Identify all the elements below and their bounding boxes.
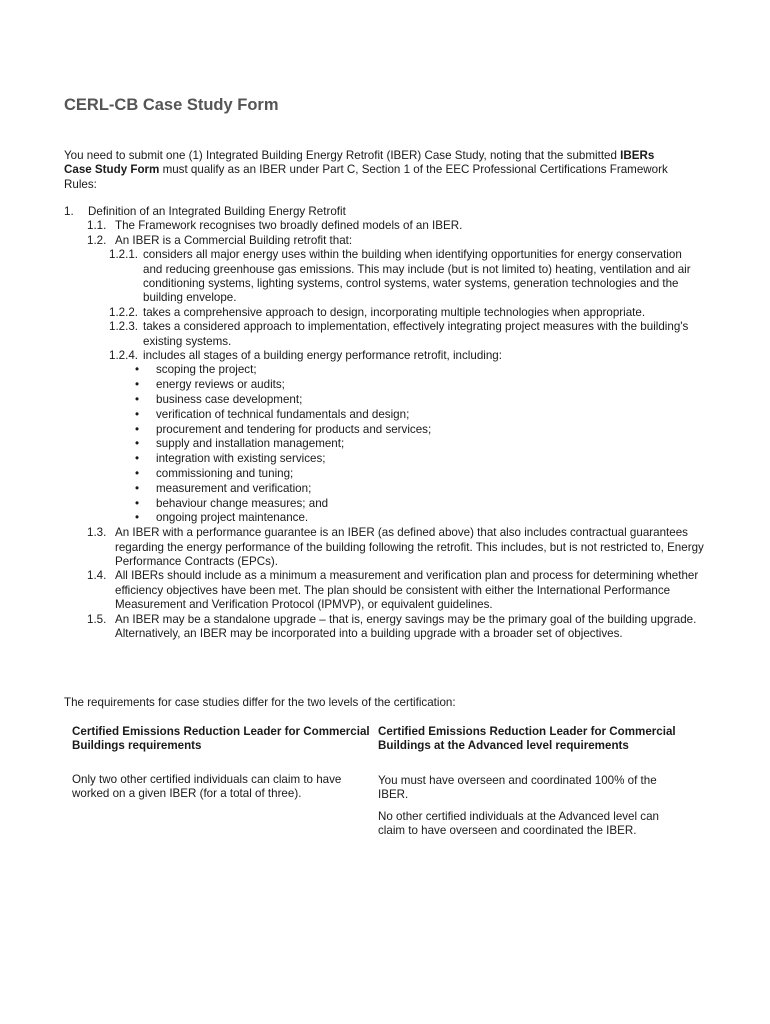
bullet-item [64,408,704,423]
bullet-text: energy reviews or audits; [156,378,285,392]
intro-text-2: must qualify as an IBER under Part C, Section 1 of the EEC Professional Certifications Framework Rules: [64,163,668,191]
intro-text-1: You need to submit one (1) Integrated Building Energy Retrofit (IBER) Case Study, noting that the submitted [64,149,621,162]
item-text: An IBER is a Commercial Building retrofit that: [115,233,353,247]
basic-level-requirement: Only two other certified individuals can claim to have worked on a given IBER (for a total of three). [72,773,342,801]
bullet-icon: • [135,511,140,525]
advanced-level-requirement-2: No other certified individuals at the Advanced level can claim to have overseen and coordinated the IBER. [378,810,659,838]
item-number: 1.1. [87,219,107,233]
section-number: 1. [64,205,74,218]
item-number: 1.2. [87,233,107,247]
item-text: The Framework recognises two broadly defined models of an IBER. [115,219,463,233]
item-text: An IBER may be a standalone upgrade – that is, energy savings may be the primary goal of the building upgrade. Alternatively, an IBER may be incorporated into a building upgrade with a broader set of objectives. [115,612,697,641]
advanced-level-column [378,725,678,838]
bullet-text: scoping the project; [156,363,257,377]
item-number: 1.5. [87,612,107,626]
bullet-text: behaviour change measures; and [156,496,329,510]
sub-item-number: 1.2.2. [109,305,139,319]
bullet-text: verification of technical fundamentals and design; [156,407,410,421]
bullet-icon: • [135,496,140,510]
list-item [64,569,704,612]
sub-list-item [64,306,704,320]
page-title: CERL-CB Case Study Form [64,96,279,114]
section-heading: Definition of an Integrated Building Energy Retrofit [88,205,346,218]
bullet-text: ongoing project maintenance. [156,511,309,525]
bullet-item [64,437,704,452]
bullet-item [64,452,704,467]
intro-paragraph [64,149,684,192]
sub-list-item [64,349,704,363]
bullet-icon: • [135,437,140,451]
definition-section [64,205,704,641]
stages-bullet-list [64,363,704,526]
bullet-icon: • [135,363,140,377]
list-item [64,613,704,642]
bullet-text: supply and installation management; [156,437,345,451]
bullet-item [64,378,704,393]
sub-item-number: 1.2.4. [109,349,139,363]
bullet-text: measurement and verification; [156,481,312,495]
list-item [64,219,704,233]
sub-list-item [64,248,704,306]
bullet-text: integration with existing services; [156,452,326,466]
requirements-intro: The requirements for case studies differ for the two levels of the certification: [64,696,456,709]
bullet-text: commissioning and tuning; [156,467,294,481]
section-heading-row [64,205,704,219]
bullet-icon: • [135,422,140,436]
bullet-icon: • [135,378,140,392]
item-text: An IBER with a performance guarantee is an IBER (as defined above) that also includes contractual guarantees regarding the energy performance of the building following the retrofit. This includes, but is not restricted to, Energy Performance Contracts (EPCs). [115,526,704,569]
intro-bold-form-name: IBERs Case Study Form [64,149,655,177]
basic-level-heading: Certified Emissions Reduction Leader for Commercial Buildings requirements [72,725,370,753]
item-text: All IBERs should include as a minimum a measurement and verification plan and process for determining whether efficiency objectives have been met. The plan should be consistent with either the International Performance Measurement and Verification Protocol (IPMVP), or equivalent guidelines. [115,569,699,612]
sub-item-number: 1.2.3. [109,320,139,334]
bullet-icon: • [135,467,140,481]
list-item [64,234,704,248]
bullet-text: procurement and tendering for products and services; [156,422,432,436]
list-item [64,526,704,569]
advanced-level-requirement-1: You must have overseen and coordinated 100% of the IBER. [378,774,657,802]
bullet-item [64,511,704,526]
basic-level-column [72,725,372,801]
bullet-icon: • [135,393,140,407]
bullet-icon: • [135,407,140,421]
sub-item-text: considers all major energy uses within the building when identifying opportunities for energy conservation and reducing greenhouse gas emissions. This may include (but is not limited to) heating, ventilation and air conditioning systems, lighting systems, control systems, water systems, generation technologies and the building envelope. [143,248,691,305]
bullet-item [64,363,704,378]
bullet-item [64,423,704,438]
sub-item-text: includes all stages of a building energy performance retrofit, including: [143,349,502,363]
sub-item-text: takes a comprehensive approach to design, incorporating multiple technologies when appropriate. [143,305,646,319]
bullet-item [64,482,704,497]
bullet-icon: • [135,452,140,466]
bullet-item [64,497,704,512]
sub-list-item [64,320,704,349]
bullet-icon: • [135,481,140,495]
bullet-item [64,467,704,482]
bullet-item [64,393,704,408]
bullet-text: business case development; [156,393,303,407]
sub-item-number: 1.2.1. [109,248,139,262]
sub-item-text: takes a considered approach to implementation, effectively integrating project measures with the building's existing systems. [143,320,689,348]
advanced-level-heading: Certified Emissions Reduction Leader for Commercial Buildings at the Advanced level requirements [378,725,676,753]
item-number: 1.3. [87,526,107,540]
item-number: 1.4. [87,569,107,583]
